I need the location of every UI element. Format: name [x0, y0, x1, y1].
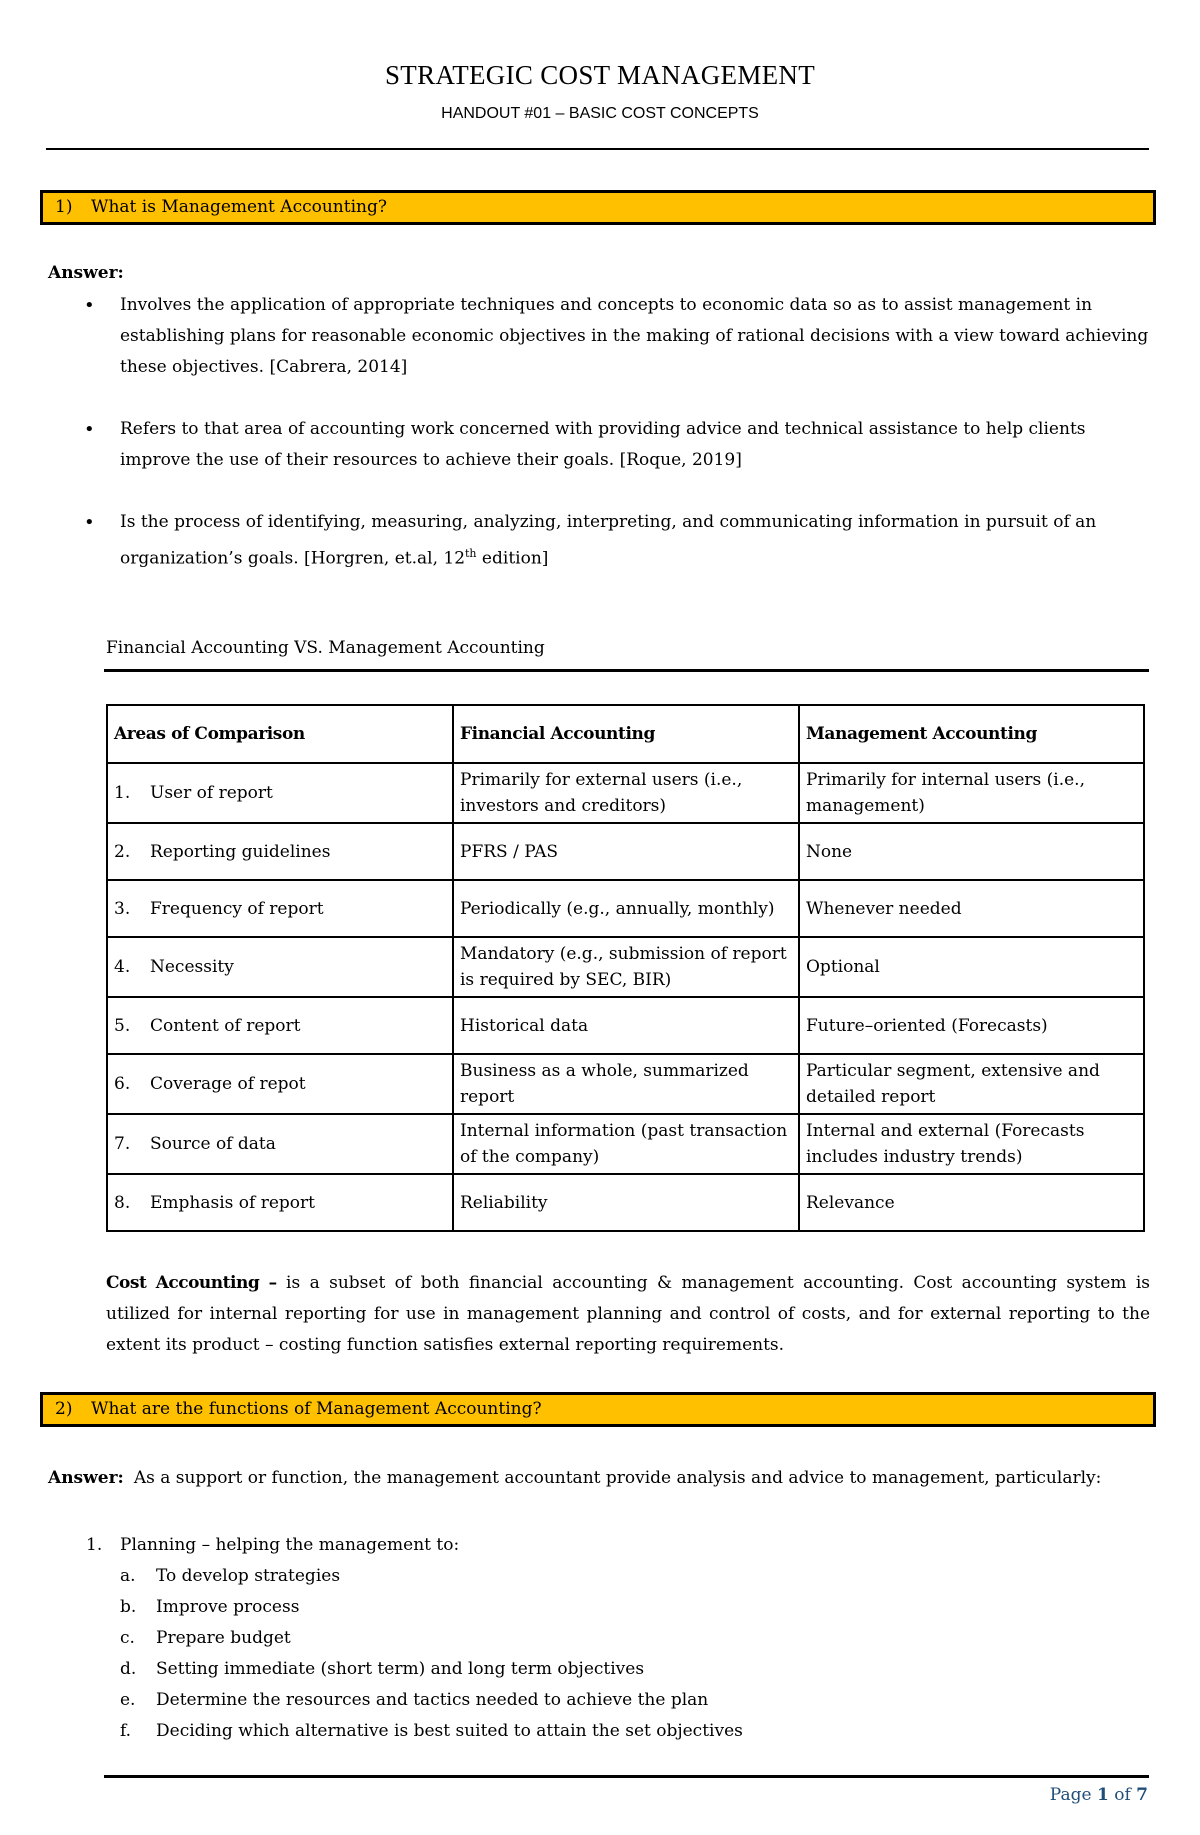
header-financial: Financial Accounting: [453, 705, 799, 763]
answer-2-text: As a support or function, the management accountant provide analysis and advice to management, particularly:: [133, 1468, 1102, 1488]
row-area-label: Necessity: [150, 957, 234, 977]
row-management: Future–oriented (Forecasts): [799, 997, 1144, 1054]
row-area: [107, 823, 453, 880]
row-number: 4.: [114, 957, 131, 977]
functions-list: [86, 1530, 743, 1747]
row-management: None: [799, 823, 1144, 880]
sub-letter: e.: [120, 1690, 136, 1710]
row-number: 5.: [114, 1015, 131, 1036]
row-number: 3.: [114, 898, 131, 919]
row-financial: Primarily for external users (i.e., investors and creditors): [453, 763, 799, 823]
bullet-text: Is the process of identifying, measuring, analyzing, interpreting, and communicating information in pursuit of an organization’s goals. [Horgren, et.al, 12: [120, 512, 1097, 569]
sub-letter: a.: [120, 1566, 136, 1586]
row-management: Whenever needed: [799, 880, 1144, 937]
sub-letter: d.: [120, 1659, 137, 1679]
of-word: of: [1114, 1785, 1131, 1805]
row-management: Optional: [799, 937, 1144, 997]
sub-text: Deciding which alternative is best suited to attain the set objectives: [156, 1721, 743, 1741]
page-number: [1050, 1785, 1148, 1805]
bullet-text-end: edition]: [476, 548, 549, 569]
row-area: [107, 1114, 453, 1174]
table-row: [107, 1174, 1144, 1231]
row-area-label: Reporting guidelines: [150, 841, 331, 862]
sub-letter: c.: [120, 1628, 135, 1648]
footer-divider: [104, 1775, 1149, 1778]
bullet-item: • Refers to that area of accounting work concerned with providing advice and technical assistance to help clients improve the use of their resources to achieve their goals. [Roque, 2019]: [80, 414, 1150, 476]
table-row: [107, 1054, 1144, 1114]
question-1-banner: [40, 190, 1156, 225]
table-row: [107, 880, 1144, 937]
row-management: Particular segment, extensive and detailed report: [799, 1054, 1144, 1114]
row-number: 2.: [114, 841, 131, 862]
table-row: [107, 997, 1144, 1054]
comparison-caption: Financial Accounting VS. Management Accounting: [106, 638, 545, 658]
cost-accounting-term: Cost Accounting –: [106, 1273, 277, 1293]
row-number: 7.: [114, 1134, 131, 1154]
header-areas: Areas of Comparison: [107, 705, 453, 763]
row-number: 1.: [114, 783, 131, 803]
row-financial: Business as a whole, summarized report: [453, 1054, 799, 1114]
list-item: [120, 1623, 743, 1654]
sub-text: Determine the resources and tactics needed to achieve the plan: [156, 1690, 709, 1710]
question-1-number: 1): [55, 197, 73, 217]
question-2-text: What are the functions of Management Accounting?: [91, 1399, 542, 1419]
answer-2: [48, 1468, 1148, 1488]
planning-sub-list: [120, 1561, 743, 1747]
bullet-item: [80, 507, 1150, 575]
row-area-label: User of report: [150, 783, 273, 803]
table-row: [107, 937, 1144, 997]
sub-text: Setting immediate (short term) and long term objectives: [156, 1659, 645, 1679]
sub-letter: b.: [120, 1597, 137, 1617]
function-label: Planning – helping the management to:: [120, 1535, 460, 1555]
row-financial: Historical data: [453, 997, 799, 1054]
header-divider: [46, 148, 1149, 150]
row-area: [107, 1174, 453, 1231]
sub-text: To develop strategies: [156, 1566, 341, 1586]
page-word: Page: [1049, 1785, 1092, 1805]
row-financial: Internal information (past transaction of the company): [453, 1114, 799, 1174]
bullet-superscript: th: [465, 547, 477, 560]
bullet-item: • Involves the application of appropriate techniques and concepts to economic data so as to assist management in establishing plans for reasonable economic objectives in the making of rational decisions with a view toward achieving these objectives. [Cabrera, 2014]: [80, 290, 1150, 383]
table-row: [107, 823, 1144, 880]
cost-accounting-text: is a subset of both financial accounting & management accounting. Cost accounting system is utilized for internal reporting for use in management planning and control of costs, and for external reporting to the extent its product – costing function satisfies external reporting requirements.: [106, 1273, 1150, 1355]
row-financial: Reliability: [453, 1174, 799, 1231]
row-area: [107, 1054, 453, 1114]
list-item: [120, 1654, 743, 1685]
question-1-text: What is Management Accounting?: [91, 197, 387, 217]
row-area-label: Frequency of report: [150, 898, 324, 919]
row-area-label: Emphasis of report: [150, 1192, 315, 1213]
row-number: 8.: [114, 1192, 131, 1213]
list-item: [120, 1685, 743, 1716]
caption-divider: [104, 669, 1149, 672]
header-management: Management Accounting: [799, 705, 1144, 763]
answer-1-label: Answer:: [48, 263, 124, 283]
function-number: 1.: [86, 1535, 103, 1555]
table-row: [107, 1114, 1144, 1174]
row-area: [107, 937, 453, 997]
sub-text: Improve process: [156, 1597, 300, 1617]
list-item: [120, 1716, 743, 1747]
current-page: 1: [1096, 1785, 1109, 1805]
row-number: 6.: [114, 1074, 131, 1094]
answer-1-bullets: [80, 290, 1150, 606]
comparison-table: [106, 704, 1145, 1232]
table-header-row: [107, 705, 1144, 763]
row-management: Relevance: [799, 1174, 1144, 1231]
row-management: Internal and external (Forecasts includes industry trends): [799, 1114, 1144, 1174]
question-2-banner: [40, 1392, 1156, 1427]
sub-letter: f.: [120, 1721, 132, 1741]
row-area-label: Content of report: [150, 1015, 301, 1036]
list-item: [86, 1530, 743, 1561]
sub-text: Prepare budget: [156, 1628, 291, 1648]
list-item: [120, 1592, 743, 1623]
document-title: STRATEGIC COST MANAGEMENT: [384, 60, 816, 90]
answer-2-label: Answer:: [48, 1468, 124, 1488]
row-financial: Periodically (e.g., annually, monthly): [453, 880, 799, 937]
row-area-label: Coverage of repot: [150, 1074, 306, 1094]
row-area: [107, 997, 453, 1054]
row-area: [107, 763, 453, 823]
document-subtitle: HANDOUT #01 – BASIC COST CONCEPTS: [441, 105, 759, 122]
table-row: [107, 763, 1144, 823]
row-area: [107, 880, 453, 937]
row-financial: Mandatory (e.g., submission of report is required by SEC, BIR): [453, 937, 799, 997]
total-pages: 7: [1136, 1785, 1148, 1805]
row-area-label: Source of data: [150, 1134, 276, 1154]
row-management: Primarily for internal users (i.e., management): [799, 763, 1144, 823]
cost-accounting-paragraph: [106, 1268, 1150, 1361]
row-financial: PFRS / PAS: [453, 823, 799, 880]
list-item: [120, 1561, 743, 1592]
question-2-number: 2): [55, 1399, 73, 1419]
